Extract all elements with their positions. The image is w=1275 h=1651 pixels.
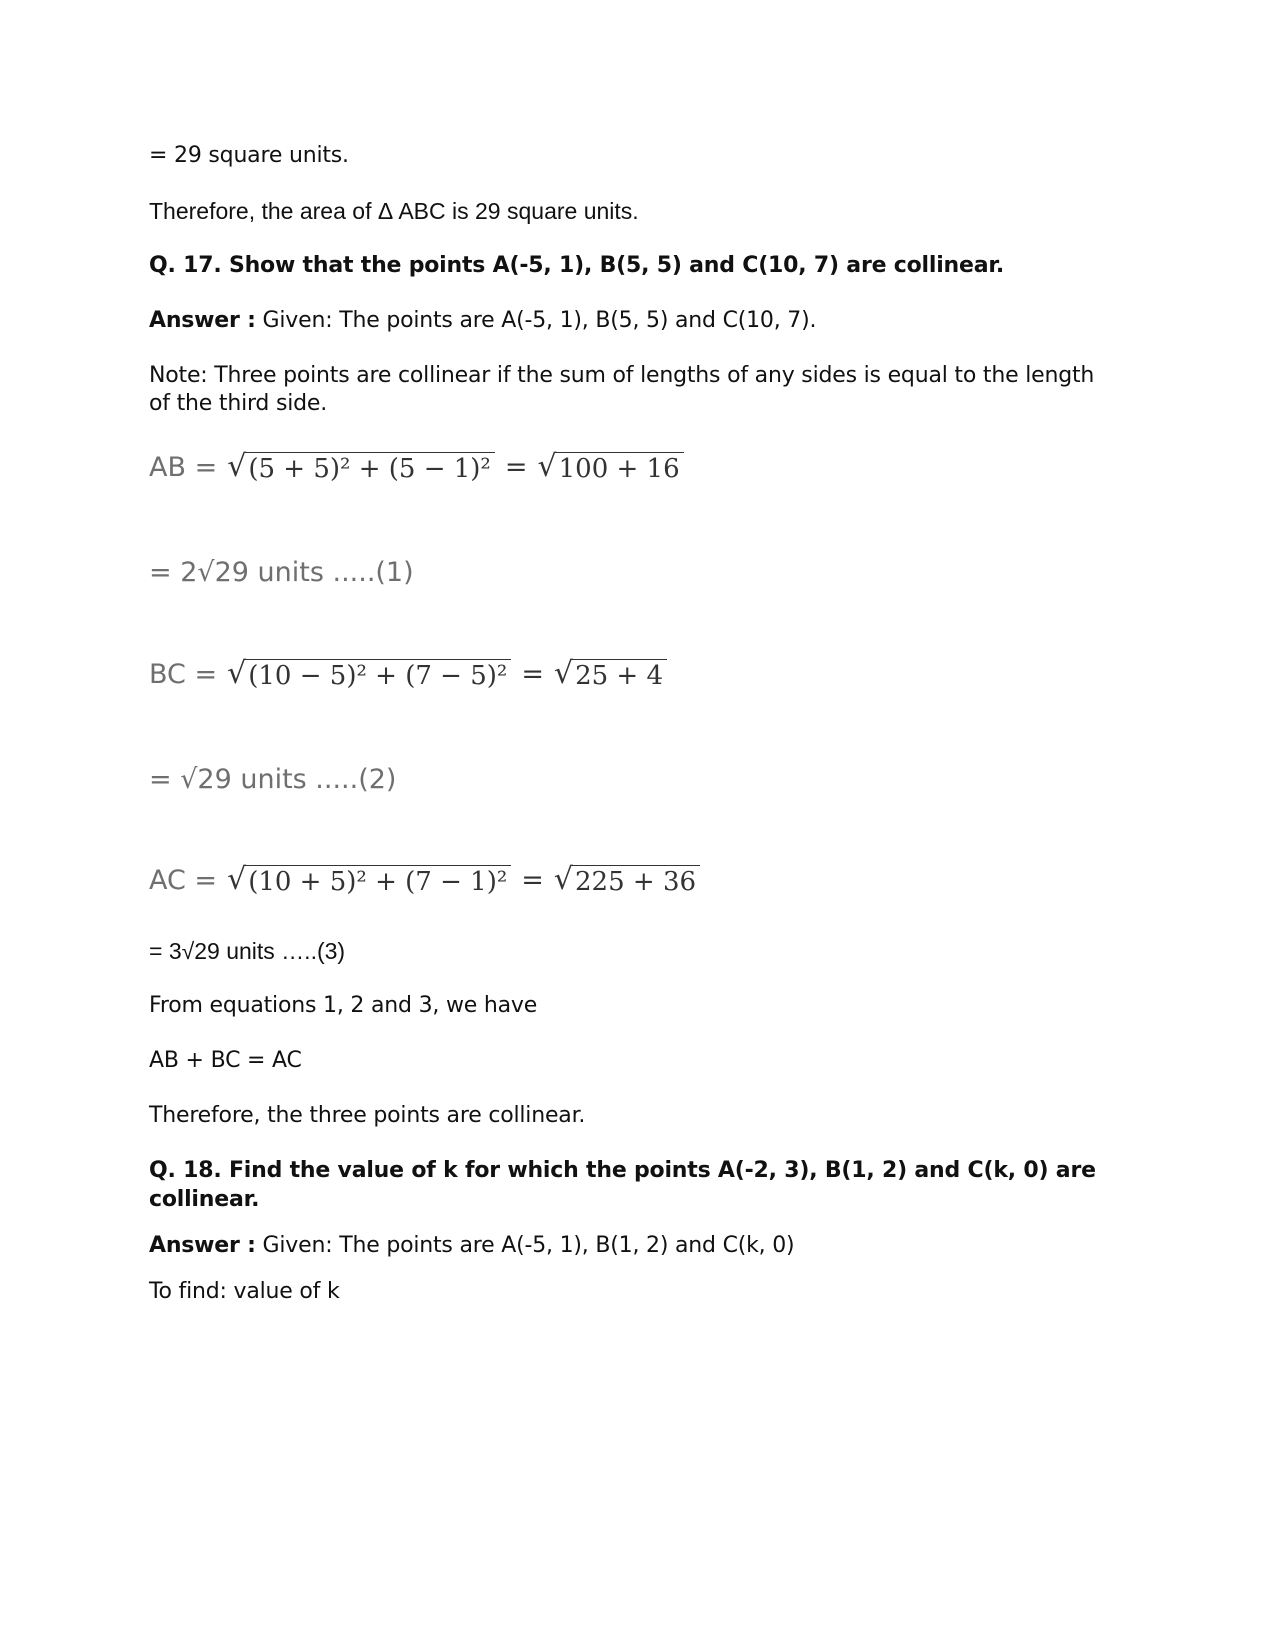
sqrt-icon: √: [537, 449, 557, 484]
ab-lhs: AB =: [149, 452, 218, 484]
question-18-line-1: Q. 18. Find the value of k for which the points A(-2, 3), B(1, 2) and C(k, 0) are: [149, 1158, 1096, 1183]
question-17: Q. 17. Show that the points A(-5, 1), B(5, 5) and C(10, 7) are collinear.: [149, 253, 1005, 278]
ab-radical-1: √ (5 + 5)² + (5 − 1)²: [227, 452, 495, 484]
bc-equation: BC = √ (10 − 5)² + (7 − 5)² = √ 25 + 4: [149, 659, 667, 691]
ac-radical-2: √ 225 + 36: [554, 865, 700, 897]
question-18-line-2: collinear.: [149, 1187, 260, 1212]
ac-equation: AC = √ (10 + 5)² + (7 − 1)² = √ 225 + 36: [149, 865, 700, 897]
sqrt-icon: √: [227, 656, 247, 691]
ab-equation: AB = √ (5 + 5)² + (5 − 1)² = √ 100 + 16: [149, 452, 684, 484]
ac-result: = 3√29 units …..(3): [149, 938, 346, 964]
ac-lhs: AC =: [149, 865, 218, 897]
collinear-conclusion: Therefore, the three points are collinear.: [149, 1103, 586, 1128]
note-line-1: Note: Three points are collinear if the sum of lengths of any sides is equal to the length: [149, 363, 1095, 388]
sqrt-icon: √: [227, 862, 247, 897]
bc-result: = √29 units .....(2): [149, 764, 397, 795]
area-result-line: = 29 square units.: [149, 143, 349, 168]
sqrt-icon: √: [553, 862, 574, 897]
from-equations: From equations 1, 2 and 3, we have: [149, 993, 538, 1018]
answer-17: [149, 308, 816, 333]
bc-lhs: BC =: [149, 659, 218, 691]
answer-18: [149, 1233, 794, 1258]
ab-radical-2: √ 100 + 16: [537, 452, 683, 484]
answer-label: Answer :: [149, 308, 256, 333]
note-line-2: of the third side.: [149, 391, 328, 416]
bc-radical-1: √ (10 − 5)² + (7 − 5)²: [227, 659, 511, 691]
sqrt-icon: √: [553, 656, 574, 691]
answer-18-text: Given: The points are A(-5, 1), B(1, 2) and C(k, 0): [255, 1233, 795, 1258]
to-find: To find: value of k: [149, 1279, 340, 1304]
sqrt-icon: √: [227, 449, 247, 484]
ab-result: = 2√29 units .....(1): [149, 557, 414, 588]
sum-relation: AB + BC = AC: [149, 1048, 302, 1073]
bc-radical-2: √ 25 + 4: [554, 659, 667, 691]
answer-label: Answer :: [149, 1233, 256, 1258]
area-conclusion: Therefore, the area of Δ ABC is 29 square units.: [149, 198, 639, 224]
answer-17-text: Given: The points are A(-5, 1), B(5, 5) and C(10, 7).: [255, 308, 817, 333]
ac-radical-1: √ (10 + 5)² + (7 − 1)²: [227, 865, 511, 897]
